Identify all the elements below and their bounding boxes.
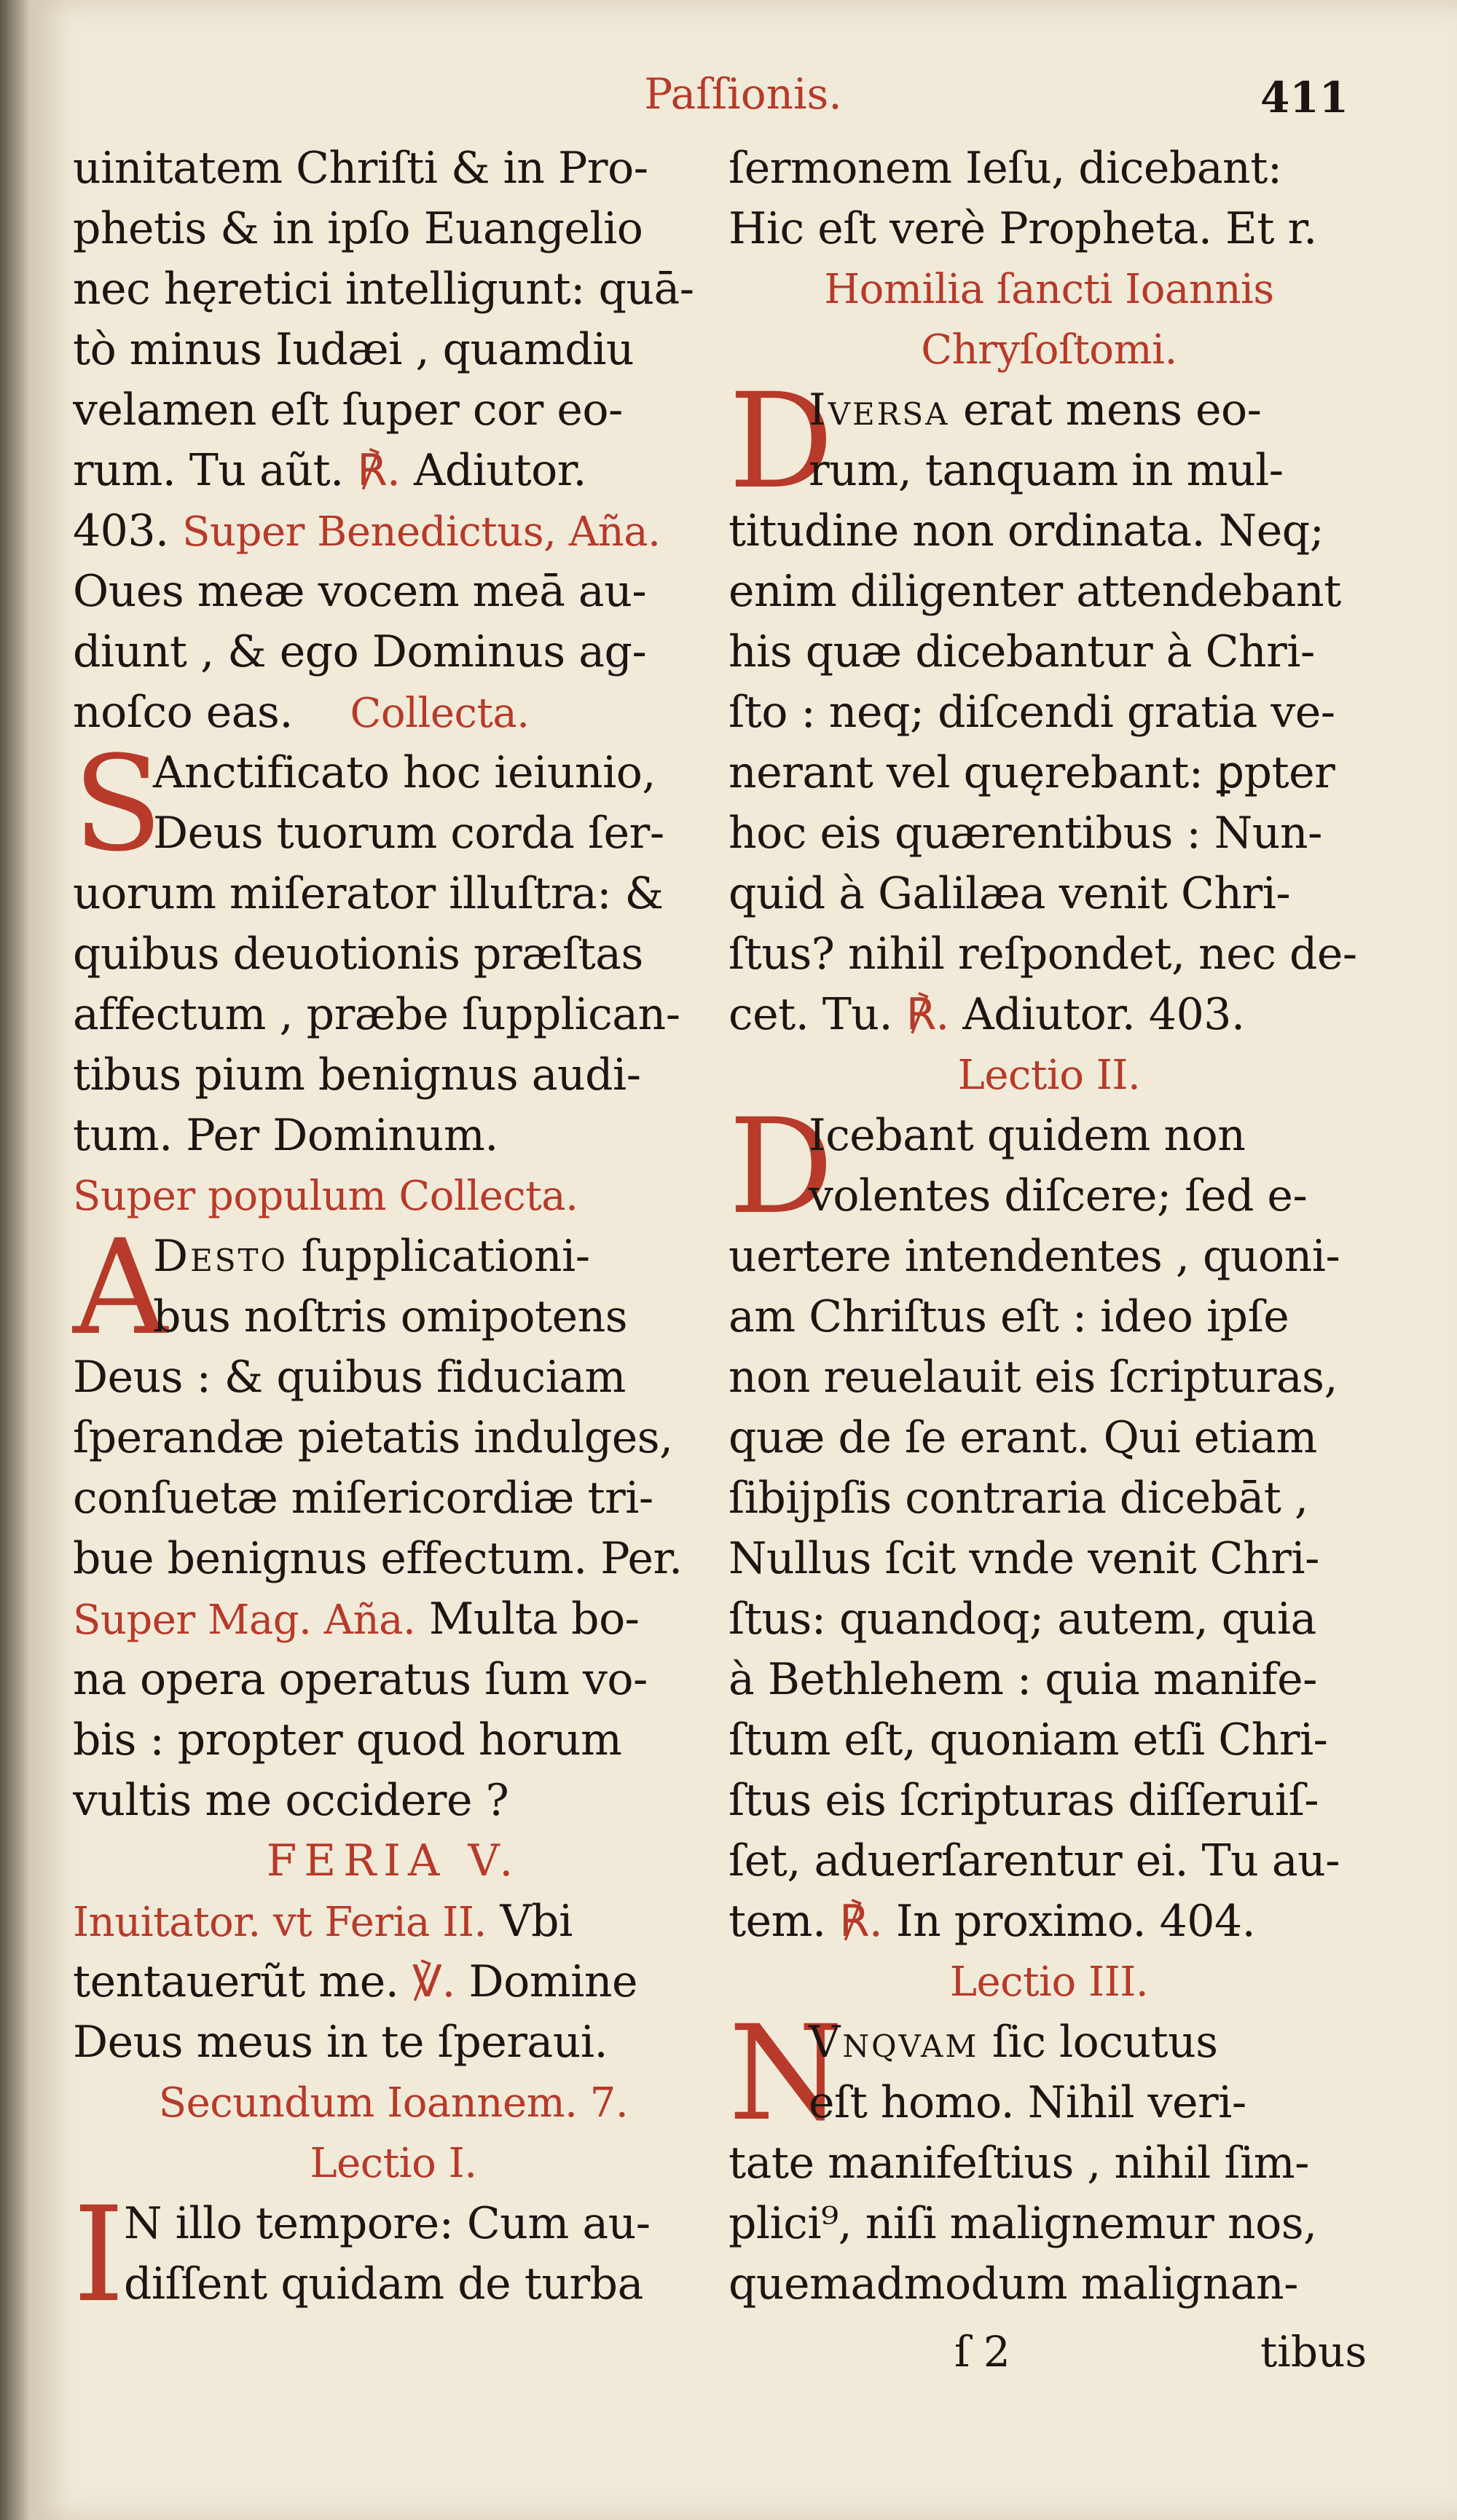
homily-text	[728, 366, 1370, 1045]
text-segment: Vnqvam	[809, 2017, 979, 2068]
text-line: volentes diſcere; ſed e-	[809, 1170, 1308, 1221]
running-head: Paſſionis.	[644, 69, 842, 119]
text-line: nec hęretici intelligunt: quā-	[73, 264, 694, 315]
text-line: uertere intendentes , quoni-	[728, 1231, 1340, 1282]
text-line: uinitatem Chriſti & in Pro-	[73, 143, 648, 194]
rubric-lectio-1: Lectio I.	[310, 2140, 477, 2187]
text-line: ſtus eis ſcripturas diſſeruiſ-	[728, 1775, 1319, 1826]
book-gutter-edge	[0, 0, 29, 2520]
text-line: quæ de ſe erant. Qui etiam	[728, 1412, 1317, 1463]
text-line: tò minus Iudæi , quamdiu	[73, 324, 635, 375]
text-line: Deus : & quibus fiduciam	[73, 1352, 626, 1403]
text-segment: erat mens eo-	[949, 385, 1262, 436]
page-number: 411	[1260, 73, 1349, 122]
text-line	[73, 682, 714, 743]
lectio-3-text	[728, 1998, 1370, 2315]
right-column	[728, 138, 1370, 2315]
text-line: am Chriſtus eſt : ideo ipſe	[728, 1291, 1289, 1342]
text-line: ſtum eſt, quoniam etſi Chri-	[728, 1714, 1328, 1765]
text-line: rum, tanquam in mul-	[809, 445, 1284, 496]
text-line: nerant vel quęrebant: ꝑpter	[728, 747, 1335, 798]
left-column	[73, 138, 714, 2331]
text-line	[728, 380, 1370, 441]
text-line: hoc eis quærentibus : Nun-	[728, 808, 1322, 859]
text-line	[73, 1226, 714, 1287]
text-line: ſto : neq; diſcendi gratia ve-	[728, 687, 1335, 738]
text-line	[728, 1891, 1370, 1952]
text-segment: Desto	[153, 1231, 288, 1282]
drop-capital-d: D	[728, 366, 834, 518]
text-line: velamen eſt ſuper cor eo-	[73, 385, 623, 436]
prayer-adesto	[73, 1212, 714, 1589]
text-line: N illo tempore: Cum au-	[124, 2198, 651, 2249]
rubric-secundum: Secundum Ioannem. 7.	[158, 2079, 629, 2127]
text-line: ſibijpſis contraria dicebāt ,	[728, 1473, 1308, 1524]
rubric-homilia: Homilia ſancti Ioannis	[824, 266, 1274, 313]
text-line: tibus pium benignus audi-	[73, 1050, 641, 1100]
versicle-symbol: ℣.	[412, 1956, 455, 2007]
rubric-lectio-2: Lectio II.	[957, 1052, 1141, 1099]
text-line	[73, 1891, 714, 1952]
rubric-super-mag: Super Mag. Aña.	[73, 1596, 416, 1644]
text-line: affectum , præbe ſupplican-	[73, 989, 680, 1040]
page-footer	[29, 2327, 1457, 2393]
text-segment: Adiutor. 403.	[949, 989, 1245, 1040]
text-line: Deus tuorum corda ſer-	[153, 808, 664, 859]
rubric-inuitator: Inuitator. vt Feria II.	[73, 1899, 487, 1946]
rubric-feria: FERIA V.	[266, 1835, 521, 1886]
text-line: Nullus ſcit vnde venit Chri-	[728, 1533, 1319, 1584]
text-segment: tem.	[728, 1896, 826, 1947]
rubric-homilia-author: Chryſoſtomi.	[921, 326, 1177, 374]
text-line: tum. Per Dominum.	[73, 1110, 498, 1161]
text-line: vultis me occidere ?	[73, 1775, 509, 1826]
text-line	[73, 501, 714, 562]
text-line: Anctificato hoc ieiunio,	[153, 747, 656, 798]
drop-capital-i: I	[73, 2179, 125, 2331]
text-segment: Adiutor.	[413, 445, 586, 496]
text-line: ſet, aduerſarentur ei. Tu au-	[728, 1835, 1340, 1886]
lectio-2-text	[728, 1091, 1370, 1952]
text-line: à Bethlehem : quia manife-	[728, 1654, 1317, 1705]
text-line	[728, 985, 1370, 1045]
text-line: Oues meæ vocem meā au-	[73, 566, 647, 617]
response-symbol: ℟.	[906, 989, 949, 1040]
text-line: bis : propter quod horum	[73, 1714, 622, 1765]
text-line: Icebant quidem non	[809, 1110, 1246, 1161]
text-line	[73, 441, 714, 501]
text-segment: rum. Tu aũt.	[73, 445, 344, 496]
signature-mark: ſ 2	[954, 2327, 1010, 2377]
text-line: non reuelauit eis ſcripturas,	[728, 1352, 1338, 1403]
text-segment: Iversa	[809, 385, 950, 436]
text-line: plici⁹, niſi malignemur nos,	[728, 2198, 1317, 2249]
text-line: ſtus: quandoq; autem, quia	[728, 1594, 1316, 1645]
text-line: quibus deuotionis præſtas	[73, 929, 643, 980]
lectio-1-text	[73, 2179, 714, 2331]
rubric-super-populum: Super populum Collecta.	[73, 1173, 578, 1220]
text-segment: In proximo. 404.	[882, 1896, 1256, 1947]
prayer-sanctificato	[73, 728, 714, 1166]
text-line: quid à Galilæa venit Chri-	[728, 868, 1291, 919]
text-line: ſtus? nihil reſpondet, nec de-	[728, 929, 1357, 980]
text-segment: noſco eas.	[73, 687, 293, 738]
text-line: ſermonem Ieſu, dicebant:	[728, 143, 1282, 194]
book-page	[29, 0, 1457, 2520]
text-segment: ſupplicationi-	[287, 1231, 590, 1282]
text-line	[73, 1589, 714, 1650]
text-segment: 403.	[73, 505, 169, 556]
text-line: na opera operatus ſum vo-	[73, 1654, 648, 1705]
drop-capital-a: A	[73, 1212, 168, 1364]
drop-capital-n: N	[728, 1998, 844, 2150]
text-line	[73, 1952, 714, 2012]
text-line: enim diligenter attendebant	[728, 566, 1341, 617]
text-line: bue benignus effectum. Per.	[73, 1533, 683, 1584]
text-segment: ſic locutus	[978, 2017, 1218, 2068]
text-segment: Vbi	[486, 1896, 573, 1947]
text-line: ſperandæ pietatis indulges,	[73, 1412, 673, 1463]
text-line: tate manifeſtius , nihil ſim-	[728, 2138, 1309, 2189]
text-line: conſuetæ miſericordiæ tri-	[73, 1473, 653, 1524]
drop-capital-s: S	[73, 728, 163, 881]
rubric-collecta: Collecta.	[350, 690, 530, 737]
response-symbol: ℟.	[839, 1896, 883, 1947]
text-segment: Multa bo-	[415, 1594, 640, 1645]
catchword: tibus	[1260, 2327, 1367, 2377]
text-line: diunt , & ego Dominus ag-	[73, 626, 647, 677]
text-line: diſſent quidam de turba	[124, 2259, 643, 2310]
text-segment: tentauerũt me.	[73, 1956, 399, 2007]
text-line: uorum miſerator illuſtra: &	[73, 868, 664, 919]
text-line: eſt homo. Nihil veri-	[809, 2077, 1246, 2128]
text-line: Hic eſt verè Propheta. Et r.	[728, 203, 1317, 254]
text-segment: Domine	[455, 1956, 638, 2007]
text-line: Deus meus in te ſperaui.	[73, 2017, 608, 2068]
text-line	[728, 2012, 1370, 2073]
rubric-benedictus: Super Benedictus, Aña.	[182, 508, 661, 556]
text-line: phetis & in ipſo Euangelio	[73, 203, 643, 254]
response-symbol: ℟.	[357, 445, 401, 496]
drop-capital-d: D	[728, 1091, 834, 1243]
text-segment: cet. Tu.	[728, 989, 893, 1040]
text-line: titudine non ordinata. Neq;	[728, 505, 1324, 556]
rubric-lectio-3: Lectio III.	[949, 1958, 1149, 2006]
text-line: his quæ dicebantur à Chri-	[728, 626, 1315, 677]
text-line: bus noſtris omipotens	[153, 1291, 628, 1342]
text-line: quemadmodum malignan-	[728, 2259, 1298, 2310]
